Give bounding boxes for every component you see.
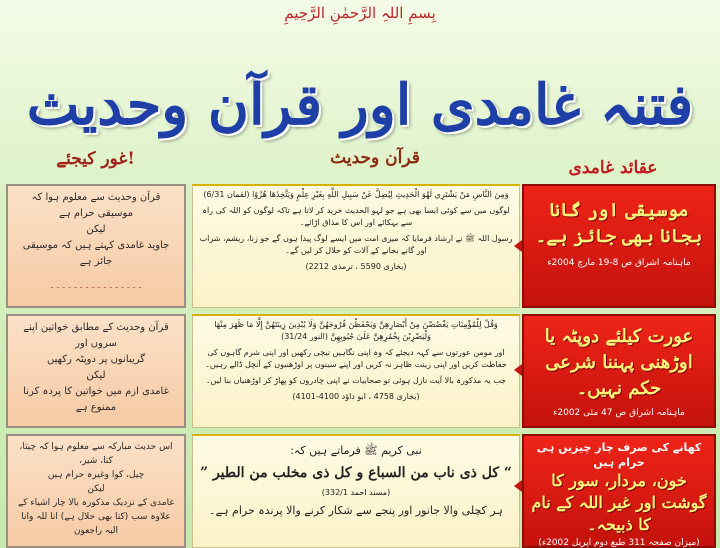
evidence-cell-hijab bbox=[192, 314, 520, 428]
reflect-line: جاوید غامدی کہتے ہیں کہ موسیقی جائز ہے bbox=[22, 240, 170, 267]
hadith-translation: ہر کچلی والا جانور اور پنجے سے شکار کرنے والا پرندہ حرام ہے۔ bbox=[209, 504, 503, 517]
reflect-line: لیکن bbox=[86, 224, 106, 235]
hadith-reference: (بخاری 5590 ، ترمذی 2212) bbox=[305, 262, 407, 271]
reflect-line: غامدی کے نزدیک مذکورہ بالا چار اشیاء کے bbox=[17, 498, 175, 508]
bismillah: بِسمِ اللہِ الرَّحمٰنِ الرَّحِیمِ bbox=[284, 4, 436, 22]
hadith-arabic: “ کل ذی ناب من السباع و کل ذی مخلب من الطیر ” bbox=[200, 465, 512, 481]
page-title: فتنہ غامدی اور قرآن وحدیث bbox=[26, 72, 694, 138]
hadith-reference: (بخاری 4758 ، ابو داؤد 4100-4101) bbox=[292, 392, 420, 401]
reflect-line: لیکن bbox=[87, 484, 105, 494]
reflect-line: علاوہ سب (کتا بھی حلال ہے) انا للہ وانا الیہ راجعون bbox=[21, 512, 171, 536]
belief-cell-music bbox=[522, 184, 716, 308]
separator: ۔۔۔۔۔۔۔۔۔۔۔۔۔۔۔۔ bbox=[49, 280, 143, 291]
column-header-beliefs: عقائد غامدی bbox=[568, 158, 658, 178]
quran-verse-arabic: وَمِنَ النَّاسِ مَنْ يَشْتَرِي لَهْوَ الْحَدِيثِ لِيُضِلَّ عَنْ سَبِيلِ اللَّهِ بِغَيْرِ عِلْمٍ وَيَتَّخِذَهَا هُزُوًا (لقمان 6/31) bbox=[203, 190, 509, 199]
column-header-quran-hadith: قرآن وحدیث bbox=[330, 148, 420, 168]
reflect-line: چیل، کوا وغیرہ حرام ہیں bbox=[47, 470, 145, 480]
hadith-reference: (مسند احمد 332/1) bbox=[321, 488, 391, 497]
reflect-cell-hijab bbox=[6, 314, 186, 428]
belief-claim: عورت کیلئے دوپٹہ یا اوڑھنی پہننا شرعی حکم نہیں۔ bbox=[544, 326, 694, 399]
reflect-line: غامدی ازم میں خواتین کا پردہ کرنا ممنوع ہے bbox=[23, 386, 169, 413]
reflect-line: اس حدیث مبارکہ سے معلوم ہوا کہ چیتا، کتا، شیر، bbox=[19, 442, 173, 466]
arrow-icon bbox=[514, 364, 522, 376]
quran-verse-translation: لوگوں میں سے کوئی ایسا بھی ہے جو لہو الحدیث خرید کر لاتا ہے تاکہ لوگوں کو اللہ کی راہ سے بہکائے اور اس کا مذاق اڑائے۔ bbox=[202, 206, 510, 227]
hadith-text: جب یہ مذکورہ بالا آیت نازل ہوئی تو صحابیات نے اپنی چادروں کو پھاڑ کر اوڑھنیاں بنا لیں۔ bbox=[205, 376, 507, 385]
quran-verse-arabic: وَقُلْ لِلْمُؤْمِنَاتِ يَغْضُضْنَ مِنْ أَبْصَارِهِنَّ وَيَحْفَظْنَ فُرُوجَهُنَّ وَلَا يُبْدِينَ زِينَتَهُنَّ إِلَّا مَا ظَهَرَ مِنْهَا وَلْيَضْرِبْنَ بِخُمُرِهِنَّ عَلَىٰ جُيُوبِهِنَّ (النور 31/24) bbox=[214, 320, 498, 341]
reflect-line: گریبانوں پر دوپٹہ رکھیں bbox=[46, 354, 146, 365]
hadith-intro: نبی کریم ﷺ فرماتے ہیں کہ: bbox=[290, 444, 422, 457]
belief-cell-hijab bbox=[522, 314, 716, 428]
reflect-cell-music bbox=[6, 184, 186, 308]
evidence-cell-music bbox=[192, 184, 520, 308]
belief-cell-food bbox=[522, 434, 716, 548]
quran-verse-translation: اور مومن عورتوں سے کہہ دیجئے کہ وہ اپنی نگاہیں نیچی رکھیں اور اپنی شرم گاہوں کی حفاظت کریں اور اپنی زینت ظاہر نہ کریں اور اپنے سینوں پر اوڑھنیوں کے آنچل ڈالے رہیں۔ bbox=[205, 348, 507, 369]
arrow-icon bbox=[514, 480, 522, 492]
belief-claim: موسیقی اور گانا بجانا بھی جائز ہے۔ bbox=[535, 200, 703, 247]
reflect-line: قرآن وحدیث سے معلوم ہوا کہ موسیقی حرام ہے bbox=[31, 192, 161, 219]
reflect-line: لیکن bbox=[86, 370, 106, 381]
belief-source: ماہنامہ اشراق ص 8-19 مارچ 2004ء bbox=[547, 258, 691, 268]
belief-source: ماہنامہ اشراق ص 47 مئی 2002ء bbox=[553, 408, 685, 418]
arrow-icon bbox=[514, 240, 522, 252]
column-header-reflect: غور کیجئے! bbox=[56, 149, 135, 169]
reflect-cell-food bbox=[6, 434, 186, 548]
reflect-line: قرآن وحدیث کے مطابق خواتین اپنے سروں اور bbox=[23, 322, 169, 349]
evidence-cell-food bbox=[192, 434, 520, 548]
belief-source: (میزان صفحہ 311 طبع دوم اپریل 2002ء) bbox=[538, 538, 700, 548]
belief-claim: خون، مردار، سور کا گوشت اور غیر اللہ کے نام کا ذبیحہ۔ bbox=[531, 471, 707, 534]
belief-claim-intro: کھانے کی صرف چار چیزیں ہی حرام ہیں bbox=[536, 441, 702, 469]
hadith-text: رسول اللہ ﷺ نے ارشاد فرمایا کہ میری امت میں ایسے لوگ پیدا ہوں گے جو زنا، ریشم، شراب اور گانے بجانے کے آلات کو حلال کر لیں گے۔ bbox=[199, 234, 513, 255]
